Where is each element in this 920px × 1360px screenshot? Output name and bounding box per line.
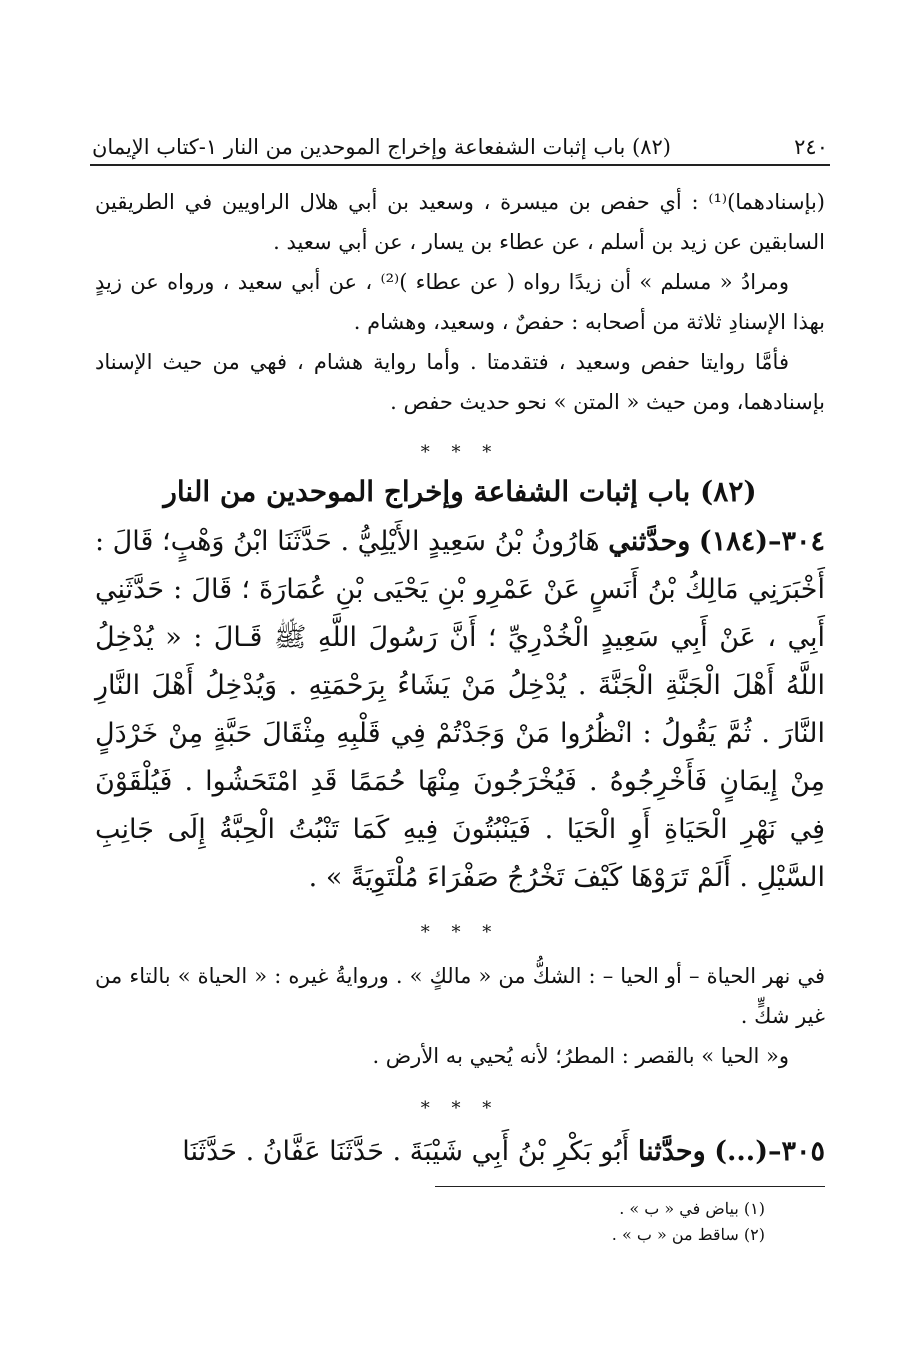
hadith-305 <box>95 1128 825 1176</box>
hadith-text: هَارُونُ بْنُ سَعِيدٍ الأَيْلِيُّ . حَدَّثَنَا ابْنُ وَهْبٍ؛ قَالَ : أَخْبَرَنِي مَالِكُ بْنُ أَنَسٍ عَنْ عَمْرِو بْنِ يَحْيَى بْنِ عُمَارَةَ ؛ قَالَ : حَدَّثَنِي أَبِي ، عَنْ أَبِي سَعِيدٍ الْخُدْرِيِّ ؛ أَنَّ رَسُولَ اللَّهِ ﷺ قَـالَ : « يُدْخِلُ اللَّهُ أَهْلَ الْجَنَّةِ الْجَنَّةَ . يُدْخِلُ مَنْ يَشَاءُ بِرَحْمَتِهِ . وَيُدْخِلُ أَهْلَ النَّارِ النَّارَ . ثُمَّ يَقُولُ : انْظُرُوا مَنْ وَجَدْتُمْ فِي قَلْبِهِ مِثْقَالَ حَبَّةٍ مِنْ خَرْدَلٍ مِنْ إِيمَانٍ فَأَخْرِجُوهُ . فَيُخْرَجُونَ مِنْهَا حُمَمًا قَدِ امْتَحَشُوا . فَيُلْقَوْنَ فِي نَهْرِ الْحَيَاةِ أَوِ الْحَيَا . فَيَنْبُتُونَ فِيهِ كَمَا تَنْبُتُ الْحِبَّةُ إِلَى جَانِبِ السَّيْلِ . أَلَمْ تَرَوْهَا كَيْفَ تَخْرُجُ صَفْرَاءَ مُلْتَوِيَةً » . <box>95 526 825 893</box>
page-number: ٢٤٠ <box>794 135 828 159</box>
hadith-lead: وحدَّثنا <box>637 1136 706 1167</box>
separator-stars: * * * <box>420 442 500 463</box>
explanatory-notes <box>95 956 825 1076</box>
hadith-304 <box>95 518 825 902</box>
running-header <box>92 122 828 162</box>
hadith-text: أَبُو بَكْرِ بْنُ أَبِي شَيْبَةَ . حَدَّثَنَا عَفَّانُ . حَدَّثَنَا <box>182 1136 630 1167</box>
header-divider <box>90 164 830 166</box>
commentary-paragraph-3: فأمَّا روايتا حفص وسعيد ، فتقدمتا . وأما رواية هشام ، فهي من حيث الإسناد بإسنادهما، ومن حيث « المتن » نحو حديث حفص . <box>95 350 825 414</box>
hadith-number: ٣٠٤–(١٨٤) <box>698 526 825 557</box>
commentary-paragraph-1: (بإسنادهما)⁽¹⁾ : أي حفص بن ميسرة ، وسعيد بن أبي هلال الراويين في الطريقين السابقين عن زيد بن أسلم ، عن عطاء بن يسار ، عن أبي سعيد . <box>95 190 825 254</box>
footnote-divider <box>435 1186 825 1187</box>
commentary-paragraph-2: ومرادُ « مسلم » أن زيدًا رواه ( عن عطاء )⁽²⁾ ، عن أبي سعيد ، ورواه عن زيدٍ بهذا الإسنادِ ثلاثة من أصحابه : حفصٌ ، وسعيد، وهشام . <box>95 270 825 334</box>
hadith-number: ٣٠٥–(...) <box>714 1136 825 1167</box>
separator-stars: * * * <box>420 922 500 943</box>
note-paragraph-2: و« الحيا » بالقصر : المطرُ؛ لأنه يُحيي به الأرض . <box>372 1044 789 1068</box>
chapter-title: (٨٢) باب إثبات الشفاعة وإخراج الموحدين من النار <box>163 475 757 508</box>
footnote-2: (٢) ساقط من « ب » . <box>611 1225 765 1244</box>
footnote-1: (١) بياض في « ب » . <box>619 1199 765 1218</box>
separator-stars: * * * <box>420 1098 500 1119</box>
footnotes <box>95 1196 765 1248</box>
note-paragraph-1: في نهر الحياة – أو الحيا – : الشكُّ من « مالكٍ » . وروايةُ غيره : « الحياة » بالتاء من غير شكٍّ . <box>95 964 825 1028</box>
hadith-lead: وحدَّثني <box>608 526 691 557</box>
running-title: (٨٢) باب إثبات الشفعاعة وإخراج الموحدين من النار ١-كتاب الإيمان <box>92 135 671 159</box>
commentary-section <box>95 182 825 422</box>
